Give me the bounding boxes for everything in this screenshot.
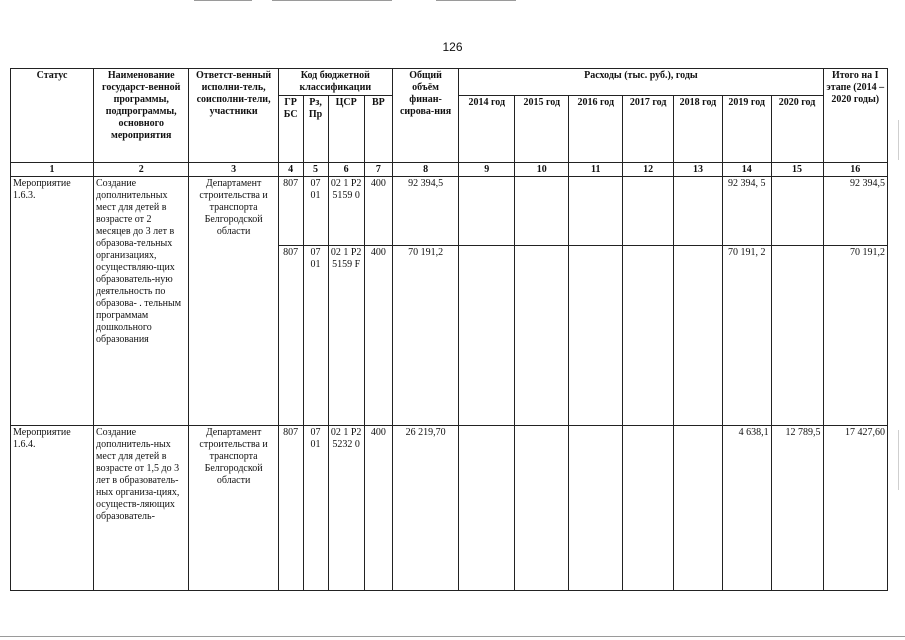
column-number: 10 (515, 163, 569, 177)
scan-mark (898, 430, 899, 490)
cell-2017 (623, 246, 674, 426)
bottom-scan-line (0, 636, 905, 637)
row-name: Создание дополнитель-ных мест для детей в возрасте от 1,5 до 3 лет в образователь-ных организа-циях, осуществ-ляющих образователь- (94, 426, 189, 591)
cell-2017 (623, 426, 674, 591)
cell-total: 26 219,70 (392, 426, 458, 591)
row-responsible: Департамент строительства и транспорта Белгородской области (189, 177, 278, 426)
header-grbs: ГР БС (278, 96, 303, 163)
column-number: 1 (11, 163, 94, 177)
column-number: 11 (569, 163, 623, 177)
column-number: 15 (771, 163, 823, 177)
cell-csr: 02 1 P2 5159 F (328, 246, 364, 426)
header-rzpr: Рз, Пр (303, 96, 328, 163)
cell-csr: 02 1 P2 5232 0 (328, 426, 364, 591)
cell-2014 (459, 426, 515, 591)
budget-table (10, 68, 888, 591)
page-number: 126 (442, 40, 463, 54)
header-year-2016: 2016 год (569, 96, 623, 163)
column-number: 4 (278, 163, 303, 177)
column-number: 7 (364, 163, 392, 177)
cell-2018 (674, 426, 723, 591)
cell-vr: 400 (364, 246, 392, 426)
cell-rzpr: 07 01 (303, 177, 328, 246)
cell-grbs: 807 (278, 246, 303, 426)
cell-2014 (459, 246, 515, 426)
cell-rzpr: 07 01 (303, 246, 328, 426)
header-responsible: Ответст-венный исполни-тель, соисполни-тели, участники (189, 69, 278, 163)
column-number: 12 (623, 163, 674, 177)
top-scan-line (194, 0, 252, 1)
table-row (11, 426, 888, 591)
top-scan-line (272, 0, 392, 1)
column-number: 13 (674, 163, 723, 177)
row-responsible: Департамент строительства и транспорта Белгородской области (189, 426, 278, 591)
cell-2014 (459, 177, 515, 246)
header-total-volume: Общий объём финан-сирова-ния (392, 69, 458, 163)
cell-2016 (569, 177, 623, 246)
header-csr: ЦСР (328, 96, 364, 163)
cell-grbs: 807 (278, 177, 303, 246)
column-number: 9 (459, 163, 515, 177)
cell-2016 (569, 426, 623, 591)
row-status: Мероприятие 1.6.3. (11, 177, 94, 426)
cell-2018 (674, 177, 723, 246)
cell-2017 (623, 177, 674, 246)
header-expenses: Расходы (тыс. руб.), годы (459, 69, 823, 96)
cell-2020: 12 789,5 (771, 426, 823, 591)
scan-mark (898, 120, 899, 160)
column-number: 5 (303, 163, 328, 177)
cell-csr: 02 1 P2 5159 0 (328, 177, 364, 246)
cell-rzpr: 07 01 (303, 426, 328, 591)
cell-vr: 400 (364, 426, 392, 591)
cell-2016 (569, 246, 623, 426)
header-budget-code: Код бюджетной классификации (278, 69, 392, 96)
cell-2015 (515, 426, 569, 591)
cell-stage-total: 70 191,2 (823, 246, 887, 426)
header-status: Статус (11, 69, 94, 163)
column-number: 6 (328, 163, 364, 177)
row-status: Мероприятие 1.6.4. (11, 426, 94, 591)
header-year-2018: 2018 год (674, 96, 723, 163)
cell-2015 (515, 177, 569, 246)
table-row (11, 177, 888, 246)
header-year-2019: 2019 год (722, 96, 771, 163)
header-vr: ВР (364, 96, 392, 163)
header-stage-total: Итого на I этапе (2014 – 2020 годы) (823, 69, 887, 163)
header-row (11, 69, 888, 96)
cell-stage-total: 92 394,5 (823, 177, 887, 246)
header-name: Наименование государст-венной программы, подпрограммы, основного мероприятия (94, 69, 189, 163)
cell-2019: 70 191, 2 (722, 246, 771, 426)
header-year-2014: 2014 год (459, 96, 515, 163)
row-name: Создание дополнительных мест для детей в возрасте от 2 месяцев до 3 лет в образова-тельных организациях, осуществляю-щих образователь-ную деятельность по образова- . тельным программам дошкольного образования (94, 177, 189, 426)
column-number: 16 (823, 163, 887, 177)
header-year-2017: 2017 год (623, 96, 674, 163)
cell-2019: 4 638,1 (722, 426, 771, 591)
cell-2020 (771, 246, 823, 426)
cell-2020 (771, 177, 823, 246)
cell-stage-total: 17 427,60 (823, 426, 887, 591)
top-scan-line (436, 0, 516, 1)
cell-2018 (674, 246, 723, 426)
cell-vr: 400 (364, 177, 392, 246)
cell-total: 92 394,5 (392, 177, 458, 246)
header-year-2020: 2020 год (771, 96, 823, 163)
column-number: 3 (189, 163, 278, 177)
cell-total: 70 191,2 (392, 246, 458, 426)
cell-2015 (515, 246, 569, 426)
cell-grbs: 807 (278, 426, 303, 591)
column-number: 14 (722, 163, 771, 177)
cell-2019: 92 394, 5 (722, 177, 771, 246)
column-number: 2 (94, 163, 189, 177)
header-year-2015: 2015 год (515, 96, 569, 163)
column-number: 8 (392, 163, 458, 177)
column-number-row (11, 163, 888, 177)
